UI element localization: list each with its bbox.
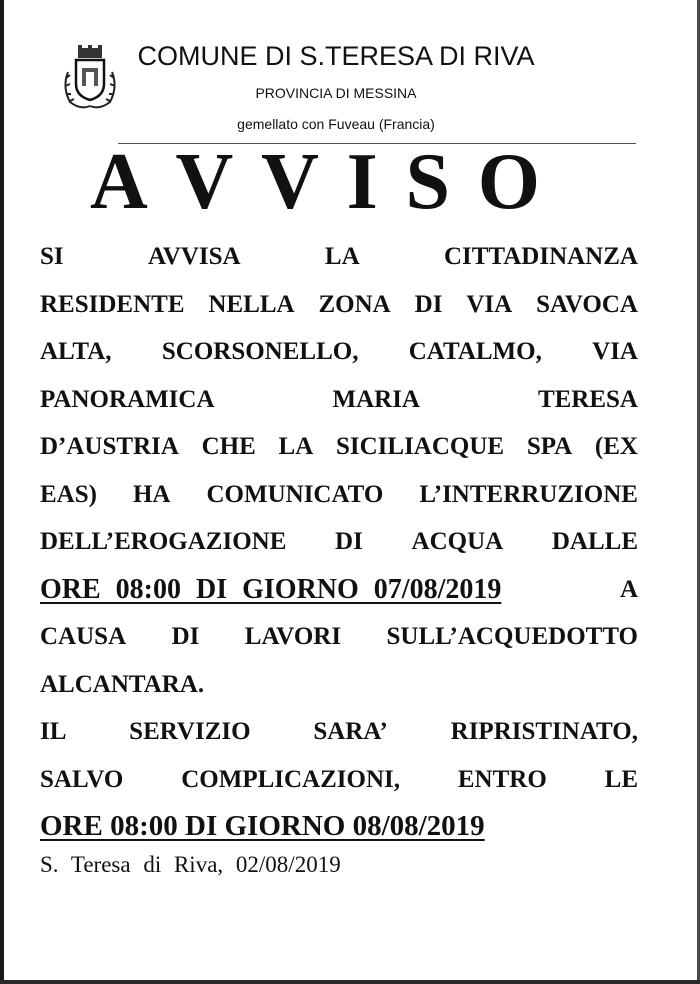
word: DELL’EROGAZIONE <box>40 528 287 555</box>
word: RIPRISTINATO, <box>450 718 638 745</box>
body-line-4 <box>40 376 638 424</box>
body-line-2 <box>40 281 638 329</box>
word: ENTRO <box>457 765 547 793</box>
word: LE <box>604 765 638 793</box>
body-line-5 <box>40 423 638 471</box>
date: 02/08/2019 <box>235 852 341 877</box>
title-letter: A <box>90 138 148 226</box>
page-edge-left <box>0 0 4 984</box>
word: TERESA <box>537 385 638 413</box>
word: HA <box>132 480 171 508</box>
title-letter: V <box>175 138 234 226</box>
word: ALCANTARA. <box>40 670 205 698</box>
restoration-time: ORE 08:00 DI GIORNO 08/08/2019 <box>40 810 485 842</box>
word: D’AUSTRIA <box>40 433 179 460</box>
provincia-subtitle: PROVINCIA DI MESSINA <box>255 85 417 101</box>
word: CAUSA <box>40 623 127 650</box>
word: SAVOCA <box>536 290 638 318</box>
word: Riva, <box>173 852 224 877</box>
word: L’INTERRUZIONE <box>419 480 638 508</box>
word: EAS) <box>40 480 97 508</box>
word: SI <box>40 243 64 270</box>
word: MARIA <box>332 385 420 413</box>
body-line-3 <box>40 328 638 376</box>
word: DALLE <box>551 528 638 555</box>
word: ACQUA <box>411 528 504 555</box>
title-letter: I <box>346 138 378 226</box>
title-letter: V <box>261 138 319 226</box>
word: COMUNICATO <box>206 480 384 508</box>
word: RESIDENTE <box>40 290 185 318</box>
document-header <box>116 40 556 133</box>
body-line-10 <box>40 661 638 709</box>
word: (EX <box>594 433 638 460</box>
word: DI <box>335 528 363 555</box>
word: VIA <box>466 290 513 318</box>
twinning-note: gemellato con Fuveau (Francia) <box>237 116 435 132</box>
word: PANORAMICA <box>40 385 215 413</box>
body-line-7 <box>40 518 638 566</box>
body-line-8 <box>40 566 638 614</box>
word: LA <box>278 433 314 460</box>
notice-body <box>40 233 638 851</box>
word: IL <box>40 718 67 745</box>
word: di <box>143 852 162 877</box>
word: LAVORI <box>244 623 342 650</box>
municipal-crest-icon <box>58 42 122 114</box>
word: AVVISA <box>147 243 241 270</box>
word: COMPLICAZIONI, <box>181 765 400 793</box>
page-edge-bottom <box>0 980 700 984</box>
word: CITTADINANZA <box>443 243 638 270</box>
word: ZONA <box>318 290 391 318</box>
avviso-title <box>90 138 540 226</box>
comune-title: COMUNE DI S.TERESA DI RIVA <box>137 41 535 71</box>
word: ALTA, <box>40 338 112 365</box>
word: DI <box>171 623 200 650</box>
body-line-11 <box>40 708 638 756</box>
word: VIA <box>592 338 638 365</box>
word: S. <box>40 852 59 877</box>
interruption-start-time: ORE 08:00 DI GIORNO 07/08/2019 <box>40 573 502 605</box>
word: DI <box>414 290 443 318</box>
word: LA <box>324 243 360 270</box>
body-line-6 <box>40 471 638 519</box>
word: SALVO <box>40 765 124 793</box>
title-letter: S <box>405 138 450 226</box>
body-line-1 <box>40 233 638 281</box>
title-letter: O <box>477 138 540 226</box>
word: SULL’ACQUEDOTTO <box>386 623 638 650</box>
word: CATALMO, <box>408 338 542 365</box>
word: SICILIACQUE <box>335 433 505 460</box>
place-and-date <box>40 852 348 878</box>
word: SARA’ <box>313 718 388 745</box>
word: SCORSONELLO, <box>161 338 359 365</box>
word: CHE <box>201 433 256 460</box>
word: NELLA <box>208 290 295 318</box>
body-line-12 <box>40 756 638 804</box>
word: A <box>619 575 638 603</box>
body-line-9 <box>40 613 638 661</box>
word: SERVIZIO <box>129 718 251 745</box>
body-line-13 <box>40 803 638 851</box>
word: Teresa <box>70 852 131 877</box>
word: SPA <box>526 433 573 460</box>
